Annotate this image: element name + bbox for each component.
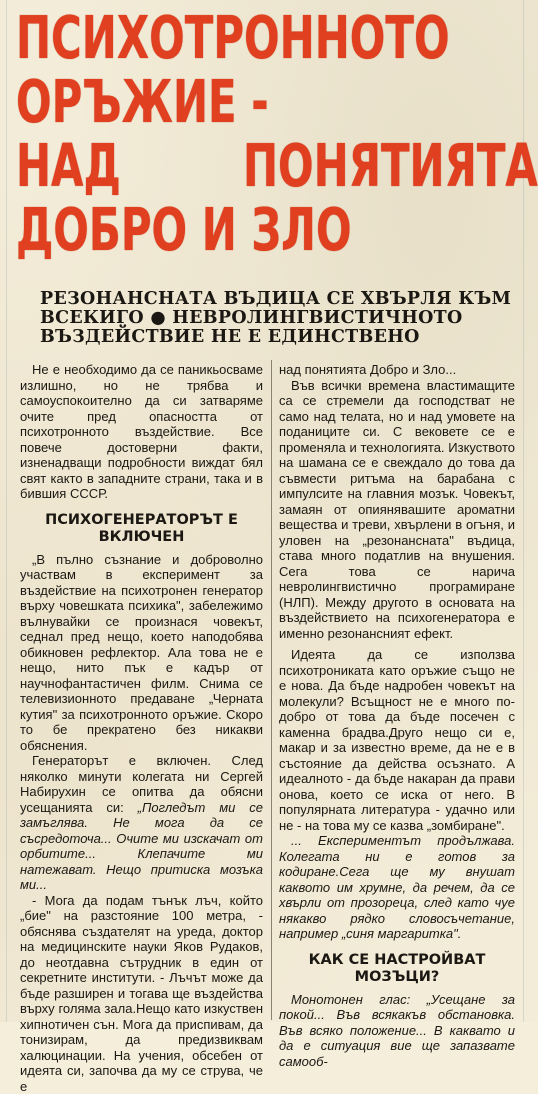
- right-paragraph-1: над понятията Добро и Зло...: [279, 362, 515, 378]
- headline: [16, 6, 385, 262]
- right-paragraph-4: ... Експериментът продължава. Колегата ни е готов за кодиране.Сега ще му внушат каквото им хрумне, да речем, да се хвърли от прозореца, след като чуе някакво рядко словосъчетание, например „синя маргаритка".: [279, 833, 515, 942]
- headline-line-1: ПСИХОТРОННОТО: [16, 6, 538, 70]
- right-paragraph-2: Във всички времена властимащите са се стремели да господстват не само над телата, но и над умовете на поданиците си. С вековете се е променяла и технологията. Изкуството на шамана се е свеждало до това да съвмести ритъма на барабана с импулсите на главния мозък. Човекът, замаян от опиянявашите ароматни вещества и треви, хвърлени в огъня, и уловен на „резонансната" въдица, става много податлив на внушения. Сега това се нарича невролингвистично програмиране (НЛП). Между другото в основата на въздействието на психогенератора е именно резонансният ефект.: [279, 378, 515, 642]
- subhead-brains: КАК СЕ НАСТРОЙВАТ МОЗЪЦИ?: [279, 952, 515, 986]
- right-column: [279, 362, 515, 1069]
- column-divider: [271, 360, 272, 1020]
- paper-grid-line: [6, 0, 7, 1022]
- deck-line-3: ВЪЗДЕЙСТВИЕ НЕ Е ЕДИНСТВЕНО: [40, 328, 510, 347]
- deck-line-2: ВСЕКИГО ● НЕВРОЛИНГВИСТИЧНОТО: [40, 309, 510, 328]
- headline-line-2: ОРЪЖИЕ -: [16, 70, 538, 134]
- right-paragraph-5: Монотонен глас: „Усещане за покой... Във всякакъв обстановка. Във всяко положение... В каквато и да е ситуация вие ще запазвате самооб-: [279, 992, 515, 1070]
- left-paragraph-3: [20, 753, 263, 893]
- left-paragraph-2: „В пълно съзнание и доброволно участвам в експеримент за въздействие на психотронен генератор върху човешката психика", забележимо вълнувайки се произнася човекът, седнал пред нещо, което наподобява обикновен рефлектор. Ала това не е нещо, нито пък е кадър от научнофантастичен филм. Снима се телевизионното предаване „Черната кутия" за психотронното оръжие. Скоро то бе прекратено без никакви обяснения.: [20, 552, 263, 754]
- headline-line-4: ДОБРО И ЗЛО: [16, 198, 538, 262]
- subhead-psychogenerator: ПСИХОГЕНЕРАТОРЪТ Е ВКЛЮЧЕН: [20, 512, 263, 546]
- deck-subtitle: [40, 290, 510, 347]
- right-paragraph-3: Идеята да се използва психотрониката като оръжие също не е нова. Да бъде надробен човекът на молекули? Всъщност не е много по-добро от това да бъде посечен с каменна брадва.Друго нещо си е, макар и за известно време, да не е в състояние да действа осъзнато. А идеалното - да бъде накаран да прави онова, което се иска от него. В популярната литература - удачно или не - на това му се казва „зомбиране".: [279, 647, 515, 833]
- left-paragraph-3-quote: „Погледът ми се замъглява. Не мога да се съсредоточа... Очите ми изскачат от орбитите... Клепачите ми натежават. Нещо притиска мозъка ми...: [20, 800, 263, 893]
- left-paragraph-4: - Мога да подам тънък лъч, който „бие" на разстояние 100 метра, - обяснява създателят на уреда, доктор на медицинските науки Яков Рудаков, до неотдавна сътрудник в един от секретните институти. - Лъчът може да бъде разширен и тогава ще въздейства върху голяма зала.Нещо като изкуствен хипнотичен сън. Мога да приспивам, да тонизирам, да предизвиквам халюцинации. На учения, обсебен от идеята си, започва да му се струва, че е: [20, 893, 263, 1094]
- headline-line-3: НАД ПОНЯТИЯТА: [16, 134, 538, 198]
- deck-line-1: РЕЗОНАНСНАТА ВЪДИЦА СЕ ХВЪРЛЯ КЪМ: [40, 290, 510, 309]
- left-paragraph-1: Не е необходимо да се паникьосваме излишно, но не трябва и самоуспокоително да си затваряме очите пред опасността от психотронното въздействие. Все повече достоверни факти, изненадващи подробности виждат бял свят както в западните страни, така и в бившия СССР.: [20, 362, 263, 502]
- left-paragraph-3-text: Генераторът е включен. След няколко минути колегата ни Сергей Набирухин се опитва да обясни усещанията си:: [20, 753, 263, 815]
- left-column: [20, 362, 263, 1094]
